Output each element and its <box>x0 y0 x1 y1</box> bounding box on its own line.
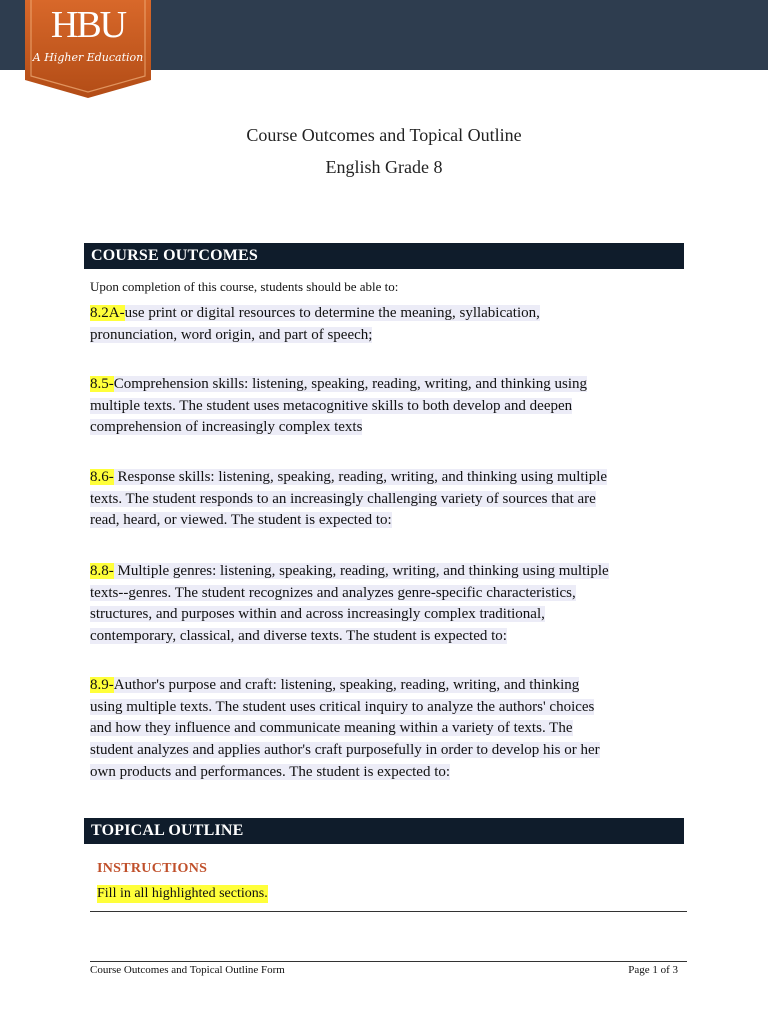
outcome-line: texts--genres. The student recognizes and analyzes genre-specific characteristics, <box>90 584 576 601</box>
hbu-logo <box>25 0 151 100</box>
course-outcomes-header: COURSE OUTCOMES <box>84 243 684 269</box>
outcome-item <box>90 561 690 648</box>
outcome-line: 8.8- Multiple genres: listening, speaking, reading, writing, and thinking using multiple <box>90 563 609 579</box>
outcome-line: own products and performances. The student is expected to: <box>90 763 451 780</box>
document-title: Course Outcomes and Topical Outline <box>246 125 522 145</box>
outcome-item <box>90 374 690 439</box>
outcome-line: 8.9-Author's purpose and craft: listening, speaking, reading, writing, and thinking <box>90 677 580 693</box>
outcome-line: student analyzes and applies author's craft purposefully in order to develop his or her <box>90 742 600 759</box>
outcome-item <box>90 675 690 784</box>
outcome-line: contemporary, classical, and diverse texts. The student is expected to: <box>90 628 507 645</box>
outcome-code: 8.5- <box>90 376 114 392</box>
footer-divider <box>90 961 687 962</box>
instructions-text: Fill in all highlighted sections. <box>97 886 268 901</box>
outcome-line: read, heard, or viewed. The student is expected to: <box>90 512 392 529</box>
outcome-line: structures, and purposes within and across increasingly complex traditional, <box>90 606 545 623</box>
outcome-line: using multiple texts. The student uses critical inquiry to analyze the authors' choices <box>90 698 595 715</box>
outcome-line: comprehension of increasingly complex texts <box>90 419 363 436</box>
topical-outline-header: TOPICAL OUTLINE <box>84 818 684 844</box>
outcome-line: texts. The student responds to an increasingly challenging variety of sources that are <box>90 490 596 507</box>
outcome-code: 8.9- <box>90 677 114 693</box>
outcome-line: 8.2A-use print or digital resources to determine the meaning, syllabication, <box>90 305 540 321</box>
outcome-line: 8.5-Comprehension skills: listening, speaking, reading, writing, and thinking using <box>90 376 588 392</box>
document-subtitle: English Grade 8 <box>325 157 443 177</box>
logo-tagline: A Higher Education <box>32 51 144 64</box>
outcome-code: 8.8- <box>90 563 114 579</box>
outcome-line: and how they influence and communicate meaning within a variety of texts. The <box>90 720 573 737</box>
logo-wordmark: HBU <box>50 4 126 46</box>
outcome-line: multiple texts. The student uses metacognitive skills to both develop and deepen <box>90 397 573 414</box>
section-divider <box>90 911 687 912</box>
outcome-item <box>90 467 690 532</box>
footer-page-number: Page 1 of 3 <box>628 964 678 976</box>
footer-form-name: Course Outcomes and Topical Outline Form <box>90 964 285 976</box>
outcome-line: 8.6- Response skills: listening, speaking, reading, writing, and thinking using multiple <box>90 469 608 485</box>
instructions-heading: INSTRUCTIONS <box>97 861 208 876</box>
course-outcomes-intro: Upon completion of this course, students should be able to: <box>90 279 399 294</box>
outcome-code: 8.2A- <box>90 305 125 321</box>
outcome-code: 8.6- <box>90 469 114 485</box>
outcome-item <box>90 303 690 346</box>
outcome-line: pronunciation, word origin, and part of speech; <box>90 326 373 343</box>
